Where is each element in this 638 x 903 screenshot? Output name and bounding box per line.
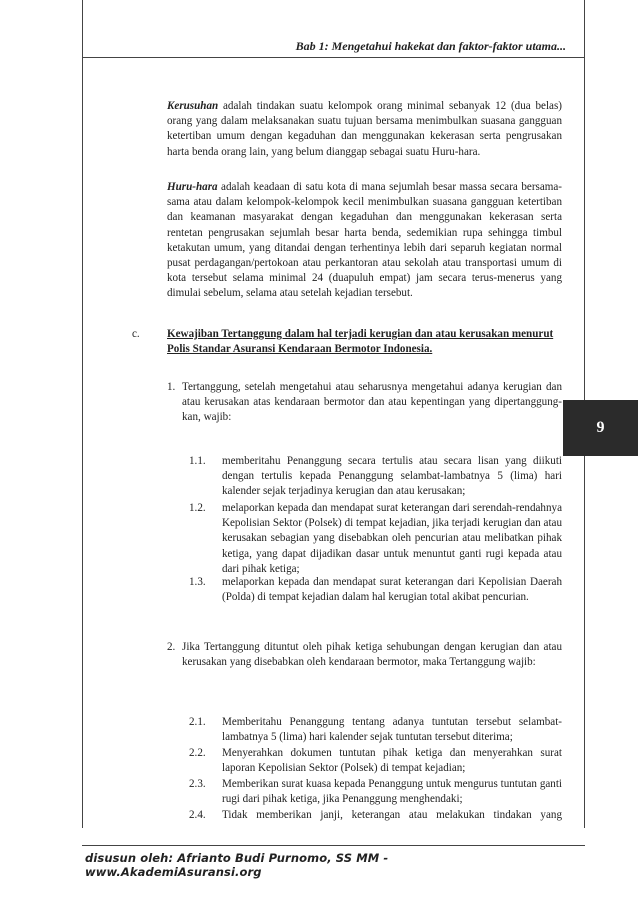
item-marker: 2. — [167, 641, 176, 653]
frame-line-right-top — [584, 0, 585, 48]
item-marker: 1. — [167, 381, 176, 393]
definition-kerusuhan — [167, 99, 562, 160]
subitem-marker: 2.4. — [189, 809, 206, 821]
running-header: Bab 1: Mengetahui hakekat dan faktor-faktor utama... — [295, 39, 566, 53]
definition-text: adalah keadaan di satu kota di mana sejumlah besar massa secara bersama-sama atau dalam kelompok-kelompok kecil menimbulkan suasana gangguan ketertiban dan keamanan masyarakat dengan kegaduhan dan menggunakan kekerasan serta rentetan pengrusakan sejumlah besar harta benda, sedemikian rupa sehingga timbul ketakutan umum, yang ditandai dengan terhentinya lebih dari separuh kegiatan normal pusat perdagangan/pertokoan atau perkantoran atau sekolah atau transportasi umum di kota tersebut selama minimal 24 (duapuluh empat) jam secara terus-menerus yang dimulai sebelum, selama atau setelah kejadian tersebut. — [167, 181, 562, 300]
definition-text: adalah tindakan suatu kelompok orang minimal sebanyak 12 (dua belas) orang yang dalam melaksanakan suatu tujuan bersama menimbulkan suasana gangguan ketertiban umum dengan kegaduhan dan menggunakan kekerasan serta pengrusakan harta benda orang lain, yang belum dianggap sebagai suatu Huru-hara. — [167, 100, 562, 158]
header-rule — [82, 57, 585, 58]
page-number-tab — [563, 400, 638, 456]
section-marker: c. — [132, 328, 140, 340]
subitem-marker: 1.1. — [189, 455, 206, 467]
definition-huru-hara — [167, 180, 562, 302]
subitem-text: memberitahu Penanggung secara tertulis atau secara lisan yang diikuti dengan tertulis kepada Penanggung selambat-lambatnya 5 (lima) hari kalender sejak terjadinya kerugian dan atau kerusakan; — [222, 455, 562, 498]
subitem-marker: 1.2. — [189, 502, 206, 514]
footer-rule — [82, 845, 585, 846]
subitem-text: melaporkan kepada dan mendapat surat keterangan dari serendah-rendahnya Kepolisian Sektor (Polsek) di tempat kejadian, jika terjadi kerugian dan atau kerusakan sebagian yang disebabkan oleh pencurian atau melibatkan pihak ketiga, yang dapat dijadikan dasar untuk menuntut ganti rugi kepada atau dari pihak ketiga; — [222, 502, 562, 575]
subitem-text: Memberitahu Penanggung tentang adanya tuntutan tersebut selambat-lambatnya 5 (lima) hari kalender sejak tuntutan tersebut diterima; — [222, 716, 562, 744]
subitem-marker: 2.1. — [189, 716, 206, 728]
item-text: Jika Tertanggung dituntut oleh pihak ketiga sehubungan dengan kerugian dan atau kerusakan yang disebabkan oleh kendaraan bermotor, maka Tertanggung wajib: — [182, 641, 562, 669]
subitem-text: Memberikan surat kuasa kepada Penanggung untuk mengurus tuntutan ganti rugi dari pihak ketiga, jika Penanggung menghendaki; — [222, 778, 562, 806]
item-text: Tertanggung, setelah mengetahui atau seharusnya mengetahui adanya kerugian dan atau kerusakan atas kendaraan bermotor dan atau kepentingan yang dipertanggung-kan, wajib: — [182, 381, 562, 424]
subitem-text: Tidak memberikan janji, keterangan atau melakukan tindakan yang — [222, 809, 562, 821]
frame-line-left-top — [82, 0, 83, 48]
frame-line-left — [82, 48, 83, 828]
page-number: 9 — [596, 419, 605, 436]
subitem-marker: 2.2. — [189, 747, 206, 759]
footer-credit: disusun oleh: Afrianto Budi Purnomo, SS MM - www.AkademiAsuransi.org — [85, 851, 389, 879]
subitem-marker: 1.3. — [189, 576, 206, 588]
definition-term: Kerusuhan — [167, 100, 219, 112]
section-heading: Kewajiban Tertanggung dalam hal terjadi kerugian dan atau kerusakan menurut Polis Standar Asuransi Kendaraan Bermotor Indonesia. — [167, 328, 554, 356]
subitem-text: melaporkan kepada dan mendapat surat keterangan dari Kepolisian Daerah (Polda) di tempat kejadian dalam hal kerugian total akibat pencurian. — [222, 576, 562, 604]
subitem-marker: 2.3. — [189, 778, 206, 790]
definition-term: Huru-hara — [167, 181, 218, 193]
subitem-text: Menyerahkan dokumen tuntutan pihak ketiga dan menyerahkan surat laporan Kepolisian Sektor (Polsek) di tempat kejadian; — [222, 747, 562, 775]
